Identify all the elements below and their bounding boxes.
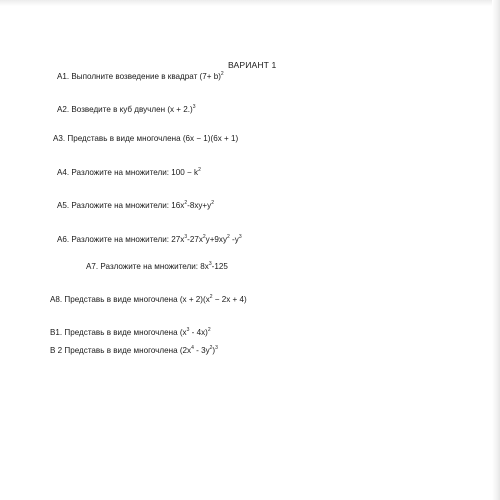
task-label: В 2 xyxy=(50,346,63,355)
task-label: А1. xyxy=(57,72,70,81)
task-a2 xyxy=(57,105,196,115)
variant-title: ВАРИАНТ 1 xyxy=(228,60,277,70)
task-exponent: 3 xyxy=(192,104,196,110)
task-exponent: 2 xyxy=(220,71,224,77)
task-text: Представь в виде многочлена (6х − 1)(6х + 1) xyxy=(67,134,239,143)
task-text-part: Представь в виде многочлена (х + 2)(х xyxy=(64,295,210,304)
task-label: А7. xyxy=(86,262,99,271)
task-text-part: Разложите на множители: 8х xyxy=(100,262,209,271)
task-exponent: 2 xyxy=(202,234,206,240)
task-a6 xyxy=(57,235,242,245)
task-text-part: − 2х + 4) xyxy=(212,295,247,304)
task-b2 xyxy=(50,346,218,356)
task-exponent: 2 xyxy=(184,200,188,206)
task-a8 xyxy=(50,295,247,305)
task-exponent: 2 xyxy=(211,200,214,206)
task-label: А8. xyxy=(50,295,63,304)
task-text-part: - 3у xyxy=(193,346,210,355)
task-exponent: 2 xyxy=(209,345,213,351)
task-text-part: Разложите на множители: 27х xyxy=(71,235,185,244)
task-label: В1. xyxy=(50,328,63,337)
task-exponent: 4 xyxy=(191,345,194,351)
task-exponent: 2 xyxy=(227,234,230,240)
task-exponent: 2 xyxy=(207,327,211,333)
task-text-part: ) xyxy=(212,346,216,355)
task-a5 xyxy=(57,201,214,211)
task-text: Выполните возведение в квадрат (7+ b) xyxy=(71,72,221,81)
task-a1 xyxy=(57,72,224,82)
page-top-shadow xyxy=(0,0,500,6)
task-text-part: Представь в виде многочлена (х xyxy=(64,328,187,337)
task-text-part: -у xyxy=(229,235,239,244)
task-text-part: - 4х) xyxy=(189,328,208,337)
task-text-part: у+9ху xyxy=(205,235,228,244)
task-exponent: 3 xyxy=(186,327,190,333)
task-text-part: -125 xyxy=(211,262,228,271)
task-exponent: 3 xyxy=(184,234,188,240)
task-text: Разложите на множители: 100 − k xyxy=(71,168,199,177)
task-label: А2. xyxy=(57,105,70,114)
task-exponent: 2 xyxy=(198,167,201,173)
task-b1 xyxy=(50,328,211,338)
task-exponent: 3 xyxy=(215,345,218,351)
task-text: Возведите в куб двучлен (х + 2.) xyxy=(71,105,193,114)
task-text-part: -27х xyxy=(187,235,203,244)
task-a3 xyxy=(53,134,238,144)
task-text-part: Представь в виде многочлена (2х xyxy=(64,346,192,355)
page-right-edge xyxy=(492,0,500,500)
task-exponent: 2 xyxy=(209,294,213,300)
task-label: А3. xyxy=(53,134,66,143)
task-text-part: Разложите на множители: 16х xyxy=(71,201,185,210)
task-exponent: 3 xyxy=(208,261,212,267)
task-label: А4. xyxy=(57,168,70,177)
task-label: А6. xyxy=(57,235,70,244)
task-a7 xyxy=(86,262,228,272)
task-a4 xyxy=(57,168,201,178)
task-text-part: -8ху+у xyxy=(187,201,212,210)
task-exponent: 3 xyxy=(238,234,242,240)
task-label: А5. xyxy=(57,201,70,210)
